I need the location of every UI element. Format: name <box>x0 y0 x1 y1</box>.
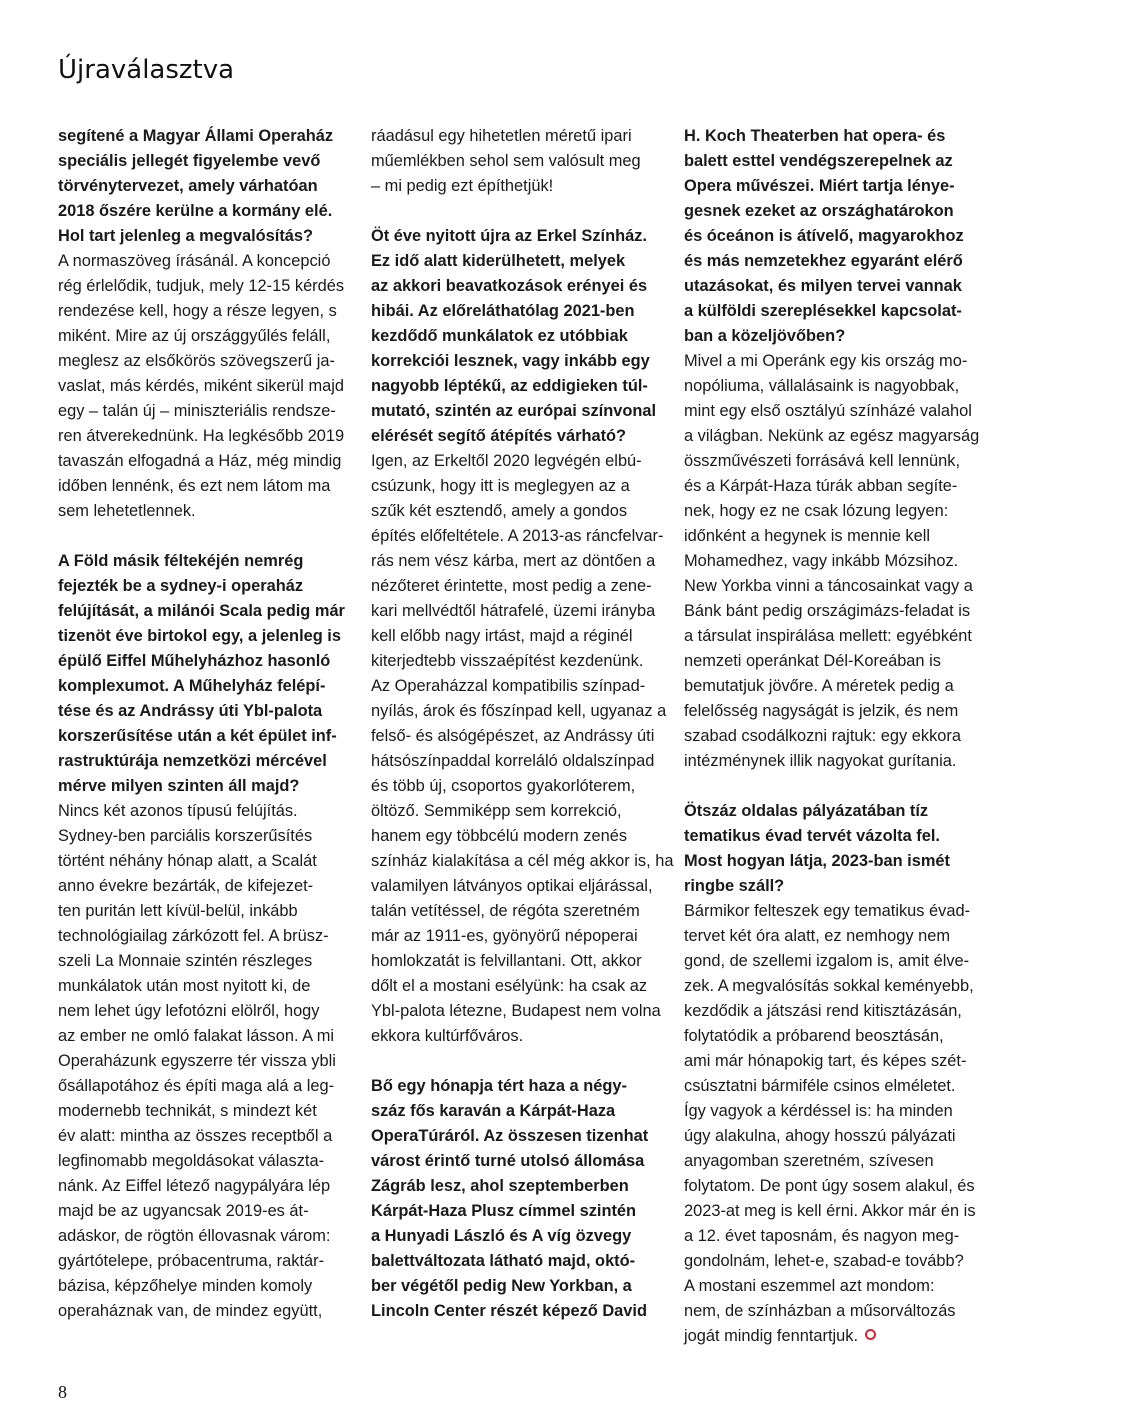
line-text: folytatom. De pont úgy sosem alakul, és <box>684 1177 975 1195</box>
answer-line <box>684 674 980 699</box>
answer-line <box>684 449 980 474</box>
text-column-2 <box>371 124 674 1324</box>
line-text: ősállapotához és építi maga alá a leg- <box>58 1077 335 1095</box>
line-text: Lincoln Center részét képező David <box>371 1302 647 1320</box>
answer-line <box>684 499 980 524</box>
answer-line <box>58 1299 354 1324</box>
line-text: segítené a Magyar Állami Operaház <box>58 127 334 145</box>
answer-line <box>58 924 354 949</box>
answer-line <box>371 124 667 149</box>
answer-line <box>58 424 354 449</box>
answer-line <box>58 274 354 299</box>
line-text: öltöző. Semmiképp sem korrekció, <box>371 802 622 820</box>
line-text: nézőteret érintette, most pedig a zene- <box>371 577 652 595</box>
question-line <box>371 1274 667 1299</box>
line-text: Most hogyan látja, 2023-ban ismét <box>684 852 950 870</box>
question-line <box>58 699 354 724</box>
line-text: felső- és alsógépészet, az Andrássy úti <box>371 727 655 745</box>
answer-line <box>684 974 980 999</box>
answer-line <box>684 624 980 649</box>
line-text: 2023-at meg is kell érni. Akkor már én is <box>684 1202 976 1220</box>
line-text: a külföldi szereplésekkel kapcsolat- <box>684 302 962 320</box>
answer-line <box>371 974 667 999</box>
answer-line <box>58 974 354 999</box>
line-text: gondolnám, lehet-e, szabad-e tovább? <box>684 1252 964 1270</box>
line-text: gyártótelepe, próbacentruma, raktár- <box>58 1252 325 1270</box>
line-text: Mivel a mi Operánk egy kis ország mo- <box>684 352 968 370</box>
line-text: épülő Eiffel Műhelyházhoz hasonló <box>58 652 331 670</box>
answer-line <box>371 1024 667 1049</box>
line-text: Igen, az Erkeltől 2020 legvégén elbú- <box>371 452 642 470</box>
question-line <box>371 1199 667 1224</box>
section-title: Újraválasztva <box>58 55 235 85</box>
question-line <box>371 299 667 324</box>
line-text: egy – talán új – miniszteriális rendsze- <box>58 402 336 420</box>
answer-line <box>58 1024 354 1049</box>
answer-line <box>58 1049 354 1074</box>
line-text: rendezése kell, hogy a része legyen, s <box>58 302 337 320</box>
answer-line <box>371 624 667 649</box>
line-text: zek. A megvalósítás sokkal keményebb, <box>684 977 974 995</box>
text-column-3 <box>684 124 980 1349</box>
line-text: ten puritán lett kívül-belül, inkább <box>58 902 298 920</box>
answer-line <box>58 799 354 824</box>
question-line <box>371 374 667 399</box>
line-text: Bánk bánt pedig országimázs-feladat is <box>684 602 971 620</box>
answer-line <box>371 574 667 599</box>
answer-line <box>684 1274 980 1299</box>
answer-line <box>58 1274 354 1299</box>
line-text: és más nemzetekhez egyaránt elérő <box>684 252 963 270</box>
answer-line <box>371 699 667 724</box>
answer-line <box>684 1249 980 1274</box>
answer-line <box>684 524 980 549</box>
answer-line <box>684 1324 980 1349</box>
answer-line <box>684 574 980 599</box>
line-text: nánk. Az Eiffel létező nagypályára lép <box>58 1177 331 1195</box>
line-text: adáskor, de rögtön éllovasnak várom: <box>58 1227 331 1245</box>
answer-line <box>58 474 354 499</box>
answer-line <box>371 949 667 974</box>
answer-line <box>58 899 354 924</box>
answer-line <box>58 824 354 849</box>
line-text: az ember ne omló falakat lásson. A mi <box>58 1027 335 1045</box>
line-text: szabad csodálkozni rajtuk: egy ekkora <box>684 727 961 745</box>
answer-line <box>58 949 354 974</box>
line-text: Sydney-ben parciális korszerűsítés <box>58 827 313 845</box>
line-text: színház kialakítása a cél még akkor is, ha <box>371 852 674 870</box>
answer-line <box>58 1074 354 1099</box>
line-text: tizenöt éve birtokol egy, a jelenleg is <box>58 627 341 645</box>
line-text: és óceánon is átívelő, magyarokhoz <box>684 227 964 245</box>
answer-line <box>684 599 980 624</box>
line-text: intézménynek illik nagyokat gurítania. <box>684 752 957 770</box>
answer-line <box>684 349 980 374</box>
line-text: jogát mindig fenntartjuk. <box>684 1327 859 1345</box>
line-text: Ez idő alatt kiderülhetett, melyek <box>371 252 626 270</box>
question-line <box>58 724 354 749</box>
line-text: ban a közeljövőben? <box>684 327 846 345</box>
question-line <box>684 174 980 199</box>
question-line <box>371 1149 667 1174</box>
question-line <box>371 1249 667 1274</box>
question-line <box>58 549 354 574</box>
line-text: A Föld másik féltekéjén nemrég <box>58 552 304 570</box>
question-line <box>58 649 354 674</box>
line-text: sem lehetetlennek. <box>58 502 196 520</box>
line-text: OperaTúráról. Az összesen tizenhat <box>371 1127 649 1145</box>
question-line <box>684 874 980 899</box>
line-text: Így vagyok a kérdéssel is: ha minden <box>684 1102 953 1120</box>
line-text: felelősség nagyságát is jelzik, és nem <box>684 702 959 720</box>
line-text: ráadásul egy hihetetlen méretű ipari <box>371 127 632 145</box>
line-text: hátsószínpaddal korreláló oldalszínpad <box>371 752 655 770</box>
line-text: Mohamedhez, vagy inkább Mózsihoz. <box>684 552 959 570</box>
answer-line <box>58 324 354 349</box>
line-text: 2018 őszére kerülne a kormány elé. <box>58 202 333 220</box>
question-line <box>58 199 354 224</box>
answer-line <box>684 899 980 924</box>
answer-line <box>58 1224 354 1249</box>
line-text: munkálatok után most nyitott ki, de <box>58 977 311 995</box>
line-text: kiterjedtebb visszaépítést kezdenünk. <box>371 652 644 670</box>
line-text: hibái. Az előreláthatólag 2021-ben <box>371 302 635 320</box>
answer-line <box>684 1124 980 1149</box>
question-line <box>684 824 980 849</box>
line-text: nemzeti operánkat Dél-Koreában is <box>684 652 941 670</box>
line-text: bázisa, képzőhelye minden komoly <box>58 1277 313 1295</box>
question-line <box>684 799 980 824</box>
question-line <box>684 849 980 874</box>
line-text: Operaházunk egyszerre tér vissza ybli <box>58 1052 336 1070</box>
question-line <box>371 324 667 349</box>
answer-line <box>684 1199 980 1224</box>
answer-line <box>684 649 980 674</box>
answer-line <box>58 999 354 1024</box>
line-text: nopóliuma, vállalásaink is nagyobbak, <box>684 377 960 395</box>
line-text: balett esttel vendégszerepelnek az <box>684 152 953 170</box>
answer-line <box>371 799 667 824</box>
answer-line <box>58 1199 354 1224</box>
line-text: nem lehet úgy lefotózni elölről, hogy <box>58 1002 320 1020</box>
answer-line <box>58 449 354 474</box>
line-text: komplexumot. A Műhelyház felépí- <box>58 677 326 695</box>
question-line <box>58 149 354 174</box>
line-text: A normaszöveg írásánál. A koncepció <box>58 252 331 270</box>
line-text: miként. Mire az új országgyűlés feláll, <box>58 327 331 345</box>
line-text: mérve milyen szinten áll majd? <box>58 777 300 795</box>
line-text: nyílás, árok és főszínpad kell, ugyanaz a <box>371 702 667 720</box>
line-text: csúsztatni bármiféle csinos elméletet. <box>684 1077 956 1095</box>
answer-line <box>371 174 667 199</box>
line-text: Kárpát-Haza Plusz címmel szintén <box>371 1202 637 1220</box>
line-text: rég érlelődik, tudjuk, mely 12-15 kérdés <box>58 277 345 295</box>
question-line <box>371 224 667 249</box>
line-text: nem, de színházban a műsorváltozás <box>684 1302 956 1320</box>
line-text: Nincs két azonos típusú felújítás. <box>58 802 298 820</box>
answer-line <box>684 1024 980 1049</box>
question-line <box>684 149 980 174</box>
answer-line <box>684 549 980 574</box>
answer-line <box>371 674 667 699</box>
line-text: gond, de szellemi izgalom is, amit élve- <box>684 952 970 970</box>
question-line <box>58 599 354 624</box>
question-line <box>371 349 667 374</box>
answer-line <box>58 1124 354 1149</box>
question-line <box>684 324 980 349</box>
answer-line <box>58 1099 354 1124</box>
answer-line <box>684 699 980 724</box>
answer-line <box>371 524 667 549</box>
line-text: a 12. évet taposnám, és nagyon meg- <box>684 1227 960 1245</box>
line-text: ami már hónapokig tart, és képes szét- <box>684 1052 967 1070</box>
answer-line <box>371 474 667 499</box>
paragraph-gap <box>58 524 354 549</box>
answer-line <box>684 1299 980 1324</box>
question-line <box>371 1224 667 1249</box>
line-text: Hol tart jelenleg a megvalósítás? <box>58 227 314 245</box>
line-text: rastruktúrája nemzetközi mércével <box>58 752 327 770</box>
line-text: műemlékben sehol sem valósult meg <box>371 152 641 170</box>
answer-line <box>684 1149 980 1174</box>
question-line <box>58 674 354 699</box>
answer-line <box>58 299 354 324</box>
question-line <box>371 1074 667 1099</box>
line-text: és több új, csoportos gyakorlóterem, <box>371 777 636 795</box>
line-text: balettváltozata látható majd, októ- <box>371 1252 636 1270</box>
answer-line <box>371 849 674 874</box>
line-text: meglesz az elsőkörös szövegszerű ja- <box>58 352 335 370</box>
line-text: év alatt: mintha az összes receptből a <box>58 1127 333 1145</box>
line-text: törvénytervezet, amely várhatóan <box>58 177 318 195</box>
question-line <box>58 124 354 149</box>
answer-line <box>58 399 354 424</box>
answer-line <box>371 649 667 674</box>
answer-line <box>684 724 980 749</box>
line-text: a Hunyadi László és A víg özvegy <box>371 1227 632 1245</box>
answer-line <box>684 424 980 449</box>
line-text: várost érintő turné utolsó állomása <box>371 1152 645 1170</box>
question-line <box>58 224 354 249</box>
line-text: ber végétől pedig New Yorkban, a <box>371 1277 632 1295</box>
line-text: történt néhány hónap alatt, a Scalát <box>58 852 317 870</box>
question-line <box>58 174 354 199</box>
answer-line <box>371 149 667 174</box>
answer-line <box>58 849 354 874</box>
line-text: hanem egy többcélú modern zenés <box>371 827 628 845</box>
answer-line <box>58 1174 354 1199</box>
question-line <box>371 1099 667 1124</box>
question-line <box>371 399 667 424</box>
line-text: kezdődik a játszási rend kitisztázásán, <box>684 1002 962 1020</box>
answer-line <box>684 924 980 949</box>
line-text: bemutatjuk jövőre. A méretek pedig a <box>684 677 954 695</box>
line-text: Ybl-palota létezne, Budapest nem volna <box>371 1002 661 1020</box>
question-line <box>371 424 667 449</box>
answer-line <box>371 599 667 624</box>
line-text: felújítását, a milánói Scala pedig már <box>58 602 345 620</box>
answer-line <box>684 949 980 974</box>
line-text: tervet két óra alatt, ez nemhogy nem <box>684 927 951 945</box>
line-text: modernebb technikát, s mindezt két <box>58 1102 317 1120</box>
line-text: fejezték be a sydney-i operaház <box>58 577 304 595</box>
line-text: mutató, szintén az európai színvonal <box>371 402 657 420</box>
line-text: az akkori beavatkozások erényei és <box>371 277 648 295</box>
question-line <box>684 249 980 274</box>
question-line <box>58 624 354 649</box>
answer-line <box>371 899 667 924</box>
line-text: összművészeti forrásává kell lennünk, <box>684 452 961 470</box>
answer-line <box>371 824 667 849</box>
answer-line <box>58 874 354 899</box>
answer-line <box>371 999 667 1024</box>
line-text: és a Kárpát-Haza túrák abban segíte- <box>684 477 958 495</box>
line-text: folytatódik a próbarend beosztásán, <box>684 1027 944 1045</box>
line-text: Az Operaházzal kompatibilis színpad- <box>371 677 646 695</box>
question-line <box>684 224 980 249</box>
line-text: speciális jellegét figyelembe vevő <box>58 152 321 170</box>
answer-line <box>684 1049 980 1074</box>
line-text: ren átverekednünk. Ha legkésőbb 2019 <box>58 427 345 445</box>
line-text: építés előfeltétele. A 2013-as ráncfelvar- <box>371 527 664 545</box>
line-text: Bő egy hónapja tért haza a négy- <box>371 1077 627 1095</box>
line-text: nagyobb léptékű, az eddigieken túl- <box>371 377 648 395</box>
line-text: A mostani eszemmel azt mondom: <box>684 1277 935 1295</box>
line-text: H. Koch Theaterben hat opera- és <box>684 127 946 145</box>
line-text: operaháznak van, de mindez együtt, <box>58 1302 323 1320</box>
question-line <box>684 274 980 299</box>
answer-line <box>371 449 667 474</box>
line-text: talán vetítéssel, de régóta szeretném <box>371 902 640 920</box>
answer-line <box>371 724 667 749</box>
line-text: anyagomban szeretném, szívesen <box>684 1152 934 1170</box>
answer-line <box>58 374 354 399</box>
line-text: rás nem vész kárba, mert az döntően a <box>371 552 656 570</box>
question-line <box>371 274 667 299</box>
answer-line <box>371 549 667 574</box>
line-text: úgy alakulna, ahogy hosszú pályázati <box>684 1127 956 1145</box>
line-text: nek, hogy ez ne csak lózung legyen: <box>684 502 949 520</box>
line-text: utazásokat, és milyen tervei vannak <box>684 277 962 295</box>
question-line <box>684 199 980 224</box>
line-text: technológiailag zárkózott fel. A brüsz- <box>58 927 329 945</box>
line-text: tavaszán elfogadná a Ház, még mindig <box>58 452 342 470</box>
line-text: elérését segítő átépítés várható? <box>371 427 627 445</box>
line-text: New Yorkba vinni a táncosainkat vagy a <box>684 577 973 595</box>
line-text: Ötszáz oldalas pályázatában tíz <box>684 802 929 820</box>
answer-line <box>58 1249 354 1274</box>
question-line <box>371 249 667 274</box>
line-text: ringbe száll? <box>684 877 785 895</box>
line-text: tematikus évad tervét vázolta fel. <box>684 827 940 845</box>
answer-line <box>684 474 980 499</box>
answer-line <box>371 499 667 524</box>
line-text: száz fős karaván a Kárpát-Haza <box>371 1102 616 1120</box>
line-text: kari mellvédtől hátrafelé, üzemi irányba <box>371 602 656 620</box>
line-text: tése és az Andrássy úti Ybl-palota <box>58 702 323 720</box>
line-text: – mi pedig ezt építhetjük! <box>371 177 554 195</box>
answer-line <box>684 1099 980 1124</box>
text-column-1 <box>58 124 354 1324</box>
answer-line <box>58 1149 354 1174</box>
page-number: 8 <box>58 1382 67 1402</box>
line-text: vaslat, más kérdés, miként sikerül majd <box>58 377 345 395</box>
answer-line <box>371 924 667 949</box>
line-text: korszerűsítése után a két épület inf- <box>58 727 337 745</box>
question-line <box>684 124 980 149</box>
paragraph-gap <box>684 774 980 799</box>
line-text: már az 1911-es, gyönyörű népoperai <box>371 927 638 945</box>
line-text: kell előbb nagy irtást, majd a réginél <box>371 627 633 645</box>
line-text: dőlt el a mostani esélyünk: ha csak az <box>371 977 648 995</box>
answer-line <box>684 749 980 774</box>
line-text: homlokzatát is felvillantani. Ott, akkor <box>371 952 642 970</box>
red-circle-end-icon <box>865 1329 876 1340</box>
line-text: szűk két esztendő, amely a gondos <box>371 502 628 520</box>
answer-line <box>684 1174 980 1199</box>
line-text: időben lennénk, és ezt nem látom ma <box>58 477 331 495</box>
question-line <box>58 749 354 774</box>
line-text: mint egy első osztályú színházé valahol <box>684 402 972 420</box>
line-text: időnként a hegynek is mennie kell <box>684 527 931 545</box>
line-text: kezdődő munkálatok ez utóbbiak <box>371 327 628 345</box>
paragraph-gap <box>371 199 667 224</box>
line-text: Bármikor felteszek egy tematikus évad- <box>684 902 971 920</box>
line-text: Opera művészei. Miért tartja lénye- <box>684 177 955 195</box>
answer-line <box>684 1074 980 1099</box>
line-text: valamilyen látványos optikai eljárással, <box>371 877 653 895</box>
line-text: Zágráb lesz, ahol szeptemberben <box>371 1177 629 1195</box>
answer-line <box>684 999 980 1024</box>
answer-line <box>58 349 354 374</box>
question-line <box>58 774 354 799</box>
line-text: korrekciói lesznek, vagy inkább egy <box>371 352 650 370</box>
paragraph-gap <box>371 1049 667 1074</box>
line-text: szeli La Monnaie szintén részleges <box>58 952 313 970</box>
answer-line <box>58 499 354 524</box>
question-line <box>684 299 980 324</box>
line-text: Öt éve nyitott újra az Erkel Színház. <box>371 227 647 245</box>
answer-line <box>371 749 667 774</box>
line-text: ekkora kultúrfőváros. <box>371 1027 524 1045</box>
answer-line <box>371 774 667 799</box>
line-text: majd be az ugyancsak 2019-es át- <box>58 1202 309 1220</box>
question-line <box>371 1174 667 1199</box>
question-line <box>371 1124 667 1149</box>
answer-line <box>371 874 667 899</box>
line-text: legfinomabb megoldásokat választa- <box>58 1152 325 1170</box>
answer-line <box>58 249 354 274</box>
question-line <box>58 574 354 599</box>
line-text: gesnek ezeket az országhatárokon <box>684 202 954 220</box>
answer-line <box>684 374 980 399</box>
line-text: a világban. Nekünk az egész magyarság <box>684 427 980 445</box>
line-text: csúzunk, hogy itt is meglegyen az a <box>371 477 630 495</box>
line-text: a társulat inspirálása mellett: egyébként <box>684 627 972 645</box>
question-line <box>371 1299 667 1324</box>
line-text: anno évekre bezárták, de kifejezet- <box>58 877 314 895</box>
answer-line <box>684 1224 980 1249</box>
answer-line <box>684 399 980 424</box>
